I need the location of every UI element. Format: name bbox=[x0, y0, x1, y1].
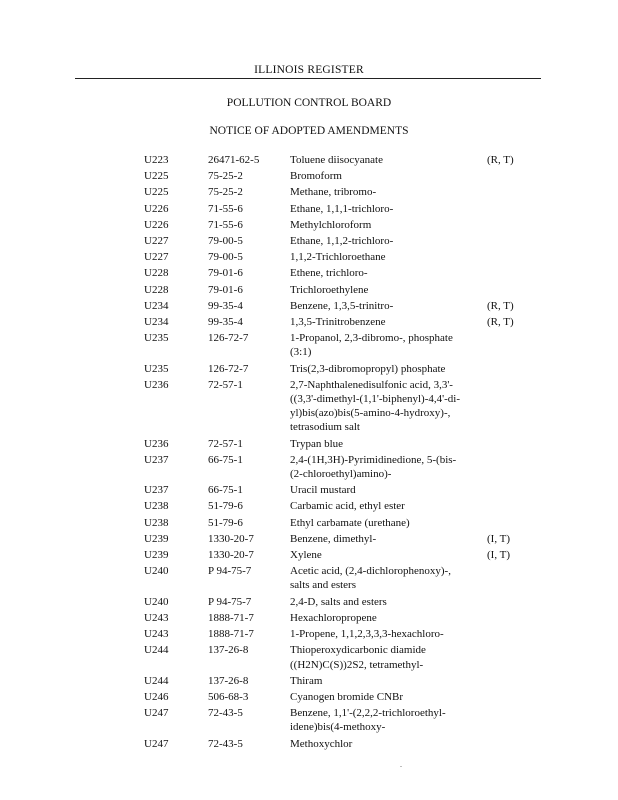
substance-name-line: Methane, tribromo- bbox=[290, 186, 377, 199]
table-row bbox=[0, 564, 618, 592]
waste-code: U246 bbox=[144, 690, 169, 703]
table-row bbox=[0, 453, 618, 481]
substance-name-line: salts and esters bbox=[290, 579, 356, 592]
cas-number: 79-00-5 bbox=[208, 251, 243, 264]
table-row bbox=[0, 737, 618, 751]
table-row bbox=[0, 283, 618, 297]
cas-number: 72-43-5 bbox=[208, 707, 243, 720]
substance-name-line: Uracil mustard bbox=[290, 484, 356, 497]
substance-name-line: Hexachloropropene bbox=[290, 611, 377, 624]
cas-number: 1888-71-7 bbox=[208, 628, 254, 641]
cas-number: 72-43-5 bbox=[208, 737, 243, 750]
substance-name bbox=[290, 737, 485, 751]
substance-name bbox=[290, 315, 485, 329]
table-row bbox=[0, 299, 618, 313]
substance-name bbox=[290, 532, 485, 546]
table-row bbox=[0, 643, 618, 671]
cas-number: P 94-75-7 bbox=[208, 595, 252, 608]
substance-name-line: Ethane, 1,1,2-trichloro- bbox=[290, 235, 394, 248]
cas-number: 79-01-6 bbox=[208, 283, 243, 296]
waste-code: U239 bbox=[144, 532, 169, 545]
substance-name-line: 2,4-D, salts and esters bbox=[290, 595, 387, 608]
waste-code: U234 bbox=[144, 316, 169, 329]
substance-name-line: Benzene, dimethyl- bbox=[290, 532, 377, 545]
hazard-code: (R, T) bbox=[487, 316, 514, 329]
waste-code: U243 bbox=[144, 628, 169, 641]
substance-name bbox=[290, 516, 485, 530]
cas-number: 66-75-1 bbox=[208, 484, 243, 497]
substance-name bbox=[290, 283, 485, 297]
substance-name bbox=[290, 611, 485, 625]
table-row bbox=[0, 706, 618, 734]
waste-code: U240 bbox=[144, 595, 169, 608]
substance-name-line: 1-Propanol, 2,3-dibromo-, phosphate bbox=[290, 332, 453, 345]
hazard-code: (I, T) bbox=[487, 532, 511, 545]
cas-number: 1330-20-7 bbox=[208, 549, 254, 562]
cas-number: 51-79-6 bbox=[208, 516, 243, 529]
substance-name bbox=[290, 185, 485, 199]
table-row bbox=[0, 516, 618, 530]
cas-number: 75-25-2 bbox=[208, 186, 243, 199]
waste-code: U247 bbox=[144, 707, 169, 720]
table-row bbox=[0, 153, 618, 167]
substance-name-line: Thiram bbox=[290, 674, 323, 687]
substance-name-line: yl)bis(azo)bis(5-amino-4-hydroxy)-, bbox=[290, 407, 451, 420]
substance-name bbox=[290, 299, 485, 313]
cas-number: 137-26-8 bbox=[208, 644, 249, 657]
substance-name bbox=[290, 218, 485, 232]
waste-code: U243 bbox=[144, 611, 169, 624]
substance-name bbox=[290, 234, 485, 248]
substance-name-line: Benzene, 1,3,5-trinitro- bbox=[290, 299, 394, 312]
table-row bbox=[0, 378, 618, 435]
substance-name-line: Thioperoxydicarbonic diamide bbox=[290, 644, 426, 657]
cas-number: 71-55-6 bbox=[208, 218, 243, 231]
waste-code: U244 bbox=[144, 674, 169, 687]
cas-number: 75-25-2 bbox=[208, 170, 243, 183]
table-row bbox=[0, 595, 618, 609]
substance-name-line: 1-Propene, 1,1,2,3,3,3-hexachloro- bbox=[290, 628, 444, 641]
substance-name bbox=[290, 378, 485, 435]
waste-code: U225 bbox=[144, 170, 169, 183]
table-row bbox=[0, 169, 618, 183]
cas-number: 26471-62-5 bbox=[208, 154, 260, 166]
cas-number: 126-72-7 bbox=[208, 362, 249, 375]
substance-name-line: ((3,3'-dimethyl-(1,1'-biphenyl)-4,4'-di- bbox=[290, 393, 460, 406]
waste-code: U235 bbox=[144, 362, 169, 375]
cas-number: P 94-75-7 bbox=[208, 565, 252, 578]
waste-code: U247 bbox=[144, 737, 169, 750]
substance-name-line: idene)bis(4-methoxy- bbox=[290, 721, 386, 734]
waste-code: U237 bbox=[144, 484, 169, 497]
substance-name-line: 1,3,5-Trinitrobenzene bbox=[290, 316, 386, 329]
table-row bbox=[0, 218, 618, 232]
cas-number: 506-68-3 bbox=[208, 690, 249, 703]
substance-name bbox=[290, 453, 485, 481]
register-title: ILLINOIS REGISTER bbox=[254, 64, 364, 76]
substance-name bbox=[290, 202, 485, 216]
substance-name-line: Bromoform bbox=[290, 170, 342, 183]
table-row bbox=[0, 202, 618, 216]
substance-name bbox=[290, 548, 485, 562]
substance-name bbox=[290, 437, 485, 451]
substance-name bbox=[290, 595, 485, 609]
waste-code: U226 bbox=[144, 202, 169, 215]
table-row bbox=[0, 674, 618, 688]
waste-code: U225 bbox=[144, 186, 169, 199]
table-row bbox=[0, 532, 618, 546]
table-row bbox=[0, 483, 618, 497]
waste-code: U237 bbox=[144, 453, 169, 466]
cas-number: 99-35-4 bbox=[208, 316, 243, 329]
table-row bbox=[0, 627, 618, 641]
table-row bbox=[0, 234, 618, 248]
waste-code: U238 bbox=[144, 500, 169, 513]
table-row bbox=[0, 437, 618, 451]
substance-name bbox=[290, 564, 485, 592]
substance-name-line: tetrasodium salt bbox=[290, 421, 360, 434]
waste-code: U236 bbox=[144, 437, 169, 450]
cas-number: 79-01-6 bbox=[208, 267, 243, 280]
cas-number: 72-57-1 bbox=[208, 378, 243, 391]
substance-name-line: 1,1,2-Trichloroethane bbox=[290, 251, 386, 264]
substance-name-line: Trypan blue bbox=[290, 437, 344, 450]
table-row bbox=[0, 185, 618, 199]
cas-number: 66-75-1 bbox=[208, 453, 243, 466]
cas-number: 71-55-6 bbox=[208, 202, 243, 215]
substance-name bbox=[290, 499, 485, 513]
substance-name-line: Toluene diisocyanate bbox=[290, 154, 384, 166]
waste-code: U228 bbox=[144, 283, 169, 296]
substance-name-line: 2,4-(1H,3H)-Pyrimidinedione, 5-(bis- bbox=[290, 453, 457, 466]
table-row bbox=[0, 331, 618, 359]
substance-name bbox=[290, 250, 485, 264]
substance-name-line: Cyanogen bromide CNBr bbox=[290, 690, 404, 703]
waste-code: U239 bbox=[144, 549, 169, 562]
substance-name-line: Ethane, 1,1,1-trichloro- bbox=[290, 202, 394, 215]
cas-number: 72-57-1 bbox=[208, 437, 243, 450]
table-row bbox=[0, 548, 618, 562]
substance-name bbox=[290, 690, 485, 704]
substance-name bbox=[290, 706, 485, 734]
waste-code: U227 bbox=[144, 235, 169, 248]
table-row bbox=[0, 611, 618, 625]
table-row bbox=[0, 362, 618, 376]
cas-number: 51-79-6 bbox=[208, 500, 243, 513]
substance-name-line: Ethyl carbamate (urethane) bbox=[290, 516, 410, 529]
substance-name-line: ((H2N)C(S))2S2, tetramethyl- bbox=[290, 658, 424, 671]
substance-name bbox=[290, 153, 485, 167]
substance-name bbox=[290, 331, 485, 359]
hazard-code: (R, T) bbox=[487, 299, 514, 312]
substance-name-line: Xylene bbox=[290, 549, 322, 562]
substance-name bbox=[290, 362, 485, 376]
substance-name bbox=[290, 266, 485, 280]
substance-name-line: (3:1) bbox=[290, 346, 312, 359]
waste-code: U226 bbox=[144, 218, 169, 231]
hazard-code: (I, T) bbox=[487, 549, 511, 562]
waste-code: U234 bbox=[144, 299, 169, 312]
table-row bbox=[0, 499, 618, 513]
table-row bbox=[0, 250, 618, 264]
substance-name-line: Methylchloroform bbox=[290, 218, 372, 231]
substance-name bbox=[290, 483, 485, 497]
waste-code: U244 bbox=[144, 644, 169, 657]
substance-name bbox=[290, 169, 485, 183]
notice-title: NOTICE OF ADOPTED AMENDMENTS bbox=[209, 125, 409, 137]
waste-code: U235 bbox=[144, 332, 169, 345]
cas-number: 99-35-4 bbox=[208, 299, 243, 312]
waste-code: U223 bbox=[144, 154, 169, 166]
table-row bbox=[0, 266, 618, 280]
cas-number: 126-72-7 bbox=[208, 332, 249, 345]
waste-code-table bbox=[0, 153, 618, 753]
substance-name-line: (2-chloroethyl)amino)- bbox=[290, 468, 392, 481]
hazard-code: (R, T) bbox=[487, 154, 514, 166]
substance-name-line: Methoxychlor bbox=[290, 737, 353, 750]
waste-code: U240 bbox=[144, 565, 169, 578]
substance-name-line: Tris(2,3-dibromopropyl) phosphate bbox=[290, 362, 446, 375]
substance-name bbox=[290, 643, 485, 671]
waste-code: U236 bbox=[144, 378, 169, 391]
table-row bbox=[0, 690, 618, 704]
board-name: POLLUTION CONTROL BOARD bbox=[226, 97, 392, 109]
substance-name-line: Carbamic acid, ethyl ester bbox=[290, 500, 405, 513]
cas-number: 1330-20-7 bbox=[208, 532, 254, 545]
header-rule bbox=[75, 78, 541, 79]
table-row bbox=[0, 315, 618, 329]
waste-code: U228 bbox=[144, 267, 169, 280]
substance-name-line: Ethene, trichloro- bbox=[290, 267, 368, 280]
cas-number: 1888-71-7 bbox=[208, 611, 254, 624]
substance-name bbox=[290, 674, 485, 688]
waste-code: U238 bbox=[144, 516, 169, 529]
substance-name-line: Benzene, 1,1'-(2,2,2-trichloroethyl- bbox=[290, 707, 446, 720]
waste-code: U227 bbox=[144, 251, 169, 264]
substance-name-line: Trichloroethylene bbox=[290, 283, 369, 296]
cas-number: 79-00-5 bbox=[208, 235, 243, 248]
substance-name-line: Acetic acid, (2,4-dichlorophenoxy)-, bbox=[290, 565, 451, 578]
page-mark: . bbox=[400, 760, 402, 769]
substance-name-line: 2,7-Naphthalenedisulfonic acid, 3,3'- bbox=[290, 378, 453, 391]
substance-name bbox=[290, 627, 485, 641]
cas-number: 137-26-8 bbox=[208, 674, 249, 687]
